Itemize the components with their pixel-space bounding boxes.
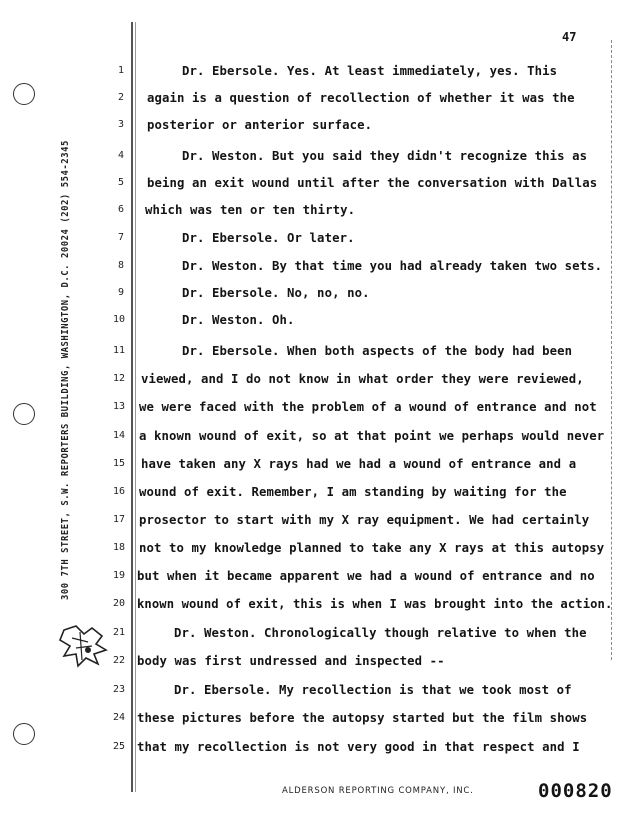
line-number: 9 (117, 287, 125, 298)
transcript-line: posterior or anterior surface. (147, 118, 373, 132)
line-number: 14 (112, 430, 126, 441)
right-margin-rule (611, 40, 613, 660)
line-number: 12 (112, 373, 126, 384)
transcript-line: Dr. Ebersole. No, no, no. (182, 286, 370, 300)
transcript-line: Dr. Ebersole. Or later. (182, 231, 355, 245)
line-number: 16 (112, 486, 126, 497)
transcript-line: but when it became apparent we had a wound of entrance and no (137, 569, 595, 583)
transcript-line: Dr. Weston. Oh. (182, 313, 295, 327)
transcript-line: wound of exit. Remember, I am standing by waiting for the (139, 485, 567, 499)
transcript-line: Dr. Weston. But you said they didn't recognize this as (182, 149, 588, 163)
binder-hole-middle (13, 403, 35, 425)
transcript-line: these pictures before the autopsy started but the film shows (137, 711, 588, 725)
transcript-line: body was first undressed and inspected -- (137, 654, 445, 668)
transcript-line: prosector to start with my X ray equipment. We had certainly (139, 513, 590, 527)
transcript-line: not to my knowledge planned to take any X rays at this autopsy (139, 541, 605, 555)
line-number: 21 (112, 627, 126, 638)
line-number: 18 (112, 542, 126, 553)
transcript-line: we were faced with the problem of a wound of entrance and not (139, 400, 597, 414)
line-number: 3 (117, 119, 125, 130)
line-number: 2 (117, 92, 125, 103)
transcript-line: known wound of exit, this is when I was brought into the action. (137, 597, 613, 611)
transcript-line: viewed, and I do not know in what order they were reviewed, (141, 372, 584, 386)
ink-stamp-mark (58, 620, 112, 668)
transcript-line: Dr. Weston. By that time you had already taken two sets. (182, 259, 603, 273)
footer-company-name: ALDERSON REPORTING COMPANY, INC. (282, 786, 474, 796)
transcript-line: again is a question of recollection of whether it was the (147, 91, 575, 105)
line-number: 7 (117, 232, 125, 243)
line-number: 11 (112, 345, 126, 356)
line-number: 13 (112, 401, 126, 412)
transcript-line: that my recollection is not very good in that respect and I (137, 740, 580, 754)
transcript-line: have taken any X rays had we had a wound of entrance and a (141, 457, 577, 471)
line-number: 8 (117, 260, 125, 271)
transcript-line: which was ten or ten thirty. (145, 203, 356, 217)
transcript-line: a known wound of exit, so at that point we perhaps would never (139, 429, 605, 443)
line-number: 4 (117, 150, 125, 161)
line-number: 19 (112, 570, 126, 581)
line-number: 6 (117, 204, 125, 215)
transcript-line: Dr. Ebersole. My recollection is that we took most of (174, 683, 572, 697)
document-id-stamp: 000820 (538, 780, 613, 802)
line-number: 23 (112, 684, 126, 695)
page-number: 47 (562, 30, 577, 44)
line-number: 10 (112, 314, 126, 325)
binder-hole-bottom (13, 723, 35, 745)
transcript-line: Dr. Weston. Chronologically though relative to when the (174, 626, 587, 640)
line-number: 25 (112, 741, 126, 752)
line-number: 1 (117, 65, 125, 76)
reporter-address-strip: 300 7TH STREET, S.W. REPORTERS BUILDING, WASHINGTON, D.C. 20024 (202) 554-2345 (60, 140, 71, 600)
line-number: 24 (112, 712, 126, 723)
line-number: 15 (112, 458, 126, 469)
line-number: 20 (112, 598, 126, 609)
transcript-line: being an exit wound until after the conversation with Dallas (147, 176, 598, 190)
transcript-line: Dr. Ebersole. When both aspects of the body had been (182, 344, 573, 358)
left-margin-rule-inner (135, 22, 136, 792)
line-number: 22 (112, 655, 126, 666)
line-number: 5 (117, 177, 125, 188)
left-margin-rule (131, 22, 133, 792)
line-number: 17 (112, 514, 126, 525)
binder-hole-top (13, 83, 35, 105)
transcript-line: Dr. Ebersole. Yes. At least immediately, yes. This (182, 64, 558, 78)
